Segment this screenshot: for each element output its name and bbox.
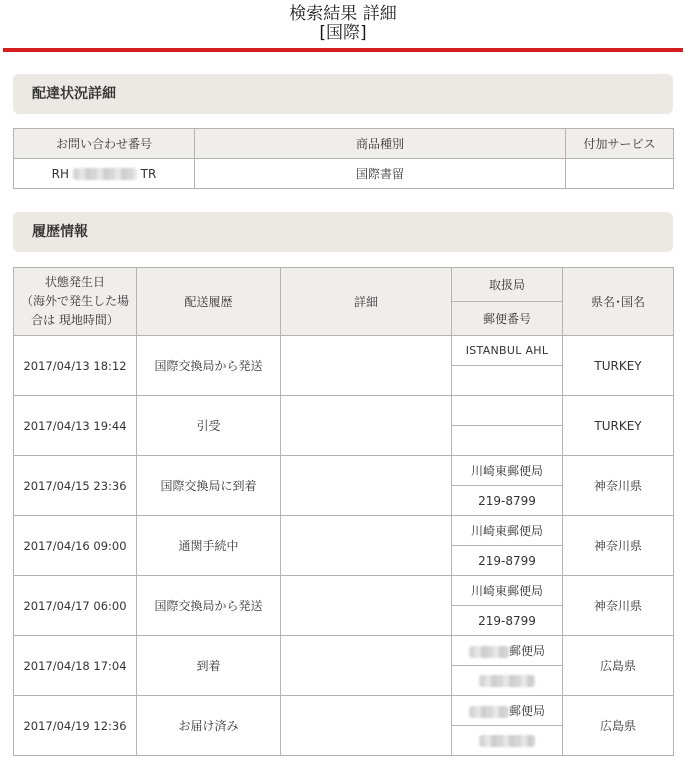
history-region-cell: 神奈川県 <box>563 456 674 516</box>
header-divider <box>3 48 683 52</box>
extra-service-cell <box>566 159 674 189</box>
history-postal-cell <box>452 726 563 756</box>
history-event-cell: 引受 <box>137 396 281 456</box>
history-event-cell: お届け済み <box>137 696 281 756</box>
history-event-cell: 到着 <box>137 636 281 696</box>
history-detail-cell <box>281 696 452 756</box>
history-office-cell: 郵便局 <box>452 636 563 666</box>
history-region-cell: TURKEY <box>563 396 674 456</box>
column-header-tracking-number: お問い合わせ番号 <box>14 129 195 159</box>
history-date-cell: 2017/04/13 18:12 <box>14 336 137 396</box>
history-date-cell: 2017/04/18 17:04 <box>14 636 137 696</box>
history-postal-cell: 219-8799 <box>452 486 563 516</box>
history-event-cell: 通関手続中 <box>137 516 281 576</box>
column-header-history: 配送履歴 <box>137 268 281 336</box>
column-header-office: 取扱局 <box>452 268 563 302</box>
table-row <box>14 516 674 546</box>
tracking-number-cell <box>14 159 195 189</box>
redacted-office-name <box>469 646 509 658</box>
history-date-cell: 2017/04/16 09:00 <box>14 516 137 576</box>
redacted-office-name <box>469 706 509 718</box>
page-subtitle: [国際] <box>319 23 367 43</box>
history-detail-cell <box>281 516 452 576</box>
history-office-cell: 川崎東郵便局 <box>452 456 563 486</box>
history-date-cell: 2017/04/17 06:00 <box>14 576 137 636</box>
tracking-number-prefix: RH <box>51 166 70 181</box>
history-section-title: 履歴情報 <box>32 224 88 240</box>
history-section-header <box>13 212 673 252</box>
history-office-cell: 郵便局 <box>452 696 563 726</box>
table-row <box>14 396 674 426</box>
table-row <box>14 576 674 606</box>
page-title-main: 検索結果 詳細 <box>289 4 397 24</box>
delivery-status-table <box>13 128 674 189</box>
history-event-cell: 国際交換局から発送 <box>137 576 281 636</box>
history-date-cell: 2017/04/13 19:44 <box>14 396 137 456</box>
column-header-date: 状態発生日 （海外で発生した場 合は 現地時間） <box>14 268 137 336</box>
history-event-cell: 国際交換局から発送 <box>137 336 281 396</box>
history-region-cell: TURKEY <box>563 336 674 396</box>
history-detail-cell <box>281 576 452 636</box>
history-event-cell: 国際交換局に到着 <box>137 456 281 516</box>
history-region-cell: 広島県 <box>563 636 674 696</box>
delivery-status-section-title: 配達状況詳細 <box>32 86 116 102</box>
column-header-region: 県名･国名 <box>563 268 674 336</box>
redacted-tracking-digits <box>73 168 137 180</box>
page-title <box>0 6 686 42</box>
history-region-cell: 神奈川県 <box>563 576 674 636</box>
history-table <box>13 267 674 756</box>
delivery-status-section-header <box>13 74 673 114</box>
history-postal-cell <box>452 666 563 696</box>
table-row <box>14 336 674 366</box>
column-header-product-type: 商品種別 <box>195 129 566 159</box>
redacted-postal-code <box>479 735 535 747</box>
history-postal-cell <box>452 366 563 396</box>
history-detail-cell <box>281 396 452 456</box>
history-detail-cell <box>281 456 452 516</box>
history-office-cell <box>452 396 563 426</box>
history-region-cell: 神奈川県 <box>563 516 674 576</box>
table-row <box>14 636 674 666</box>
history-detail-cell <box>281 636 452 696</box>
redacted-postal-code <box>479 675 535 687</box>
history-postal-cell <box>452 426 563 456</box>
tracking-number-suffix: TR <box>140 166 157 181</box>
history-date-cell: 2017/04/15 23:36 <box>14 456 137 516</box>
history-office-cell: 川崎東郵便局 <box>452 576 563 606</box>
history-region-cell: 広島県 <box>563 696 674 756</box>
column-header-extra-service: 付加サービス <box>566 129 674 159</box>
table-row <box>14 696 674 726</box>
history-date-cell: 2017/04/19 12:36 <box>14 696 137 756</box>
history-postal-cell: 219-8799 <box>452 546 563 576</box>
column-header-detail: 詳細 <box>281 268 452 336</box>
history-detail-cell <box>281 336 452 396</box>
history-office-cell: 川崎東郵便局 <box>452 516 563 546</box>
table-row <box>14 456 674 486</box>
history-postal-cell: 219-8799 <box>452 606 563 636</box>
column-header-postal-code: 郵便番号 <box>452 302 563 336</box>
history-office-cell: ISTANBUL AHL <box>452 336 563 366</box>
product-type-cell: 国際書留 <box>195 159 566 189</box>
